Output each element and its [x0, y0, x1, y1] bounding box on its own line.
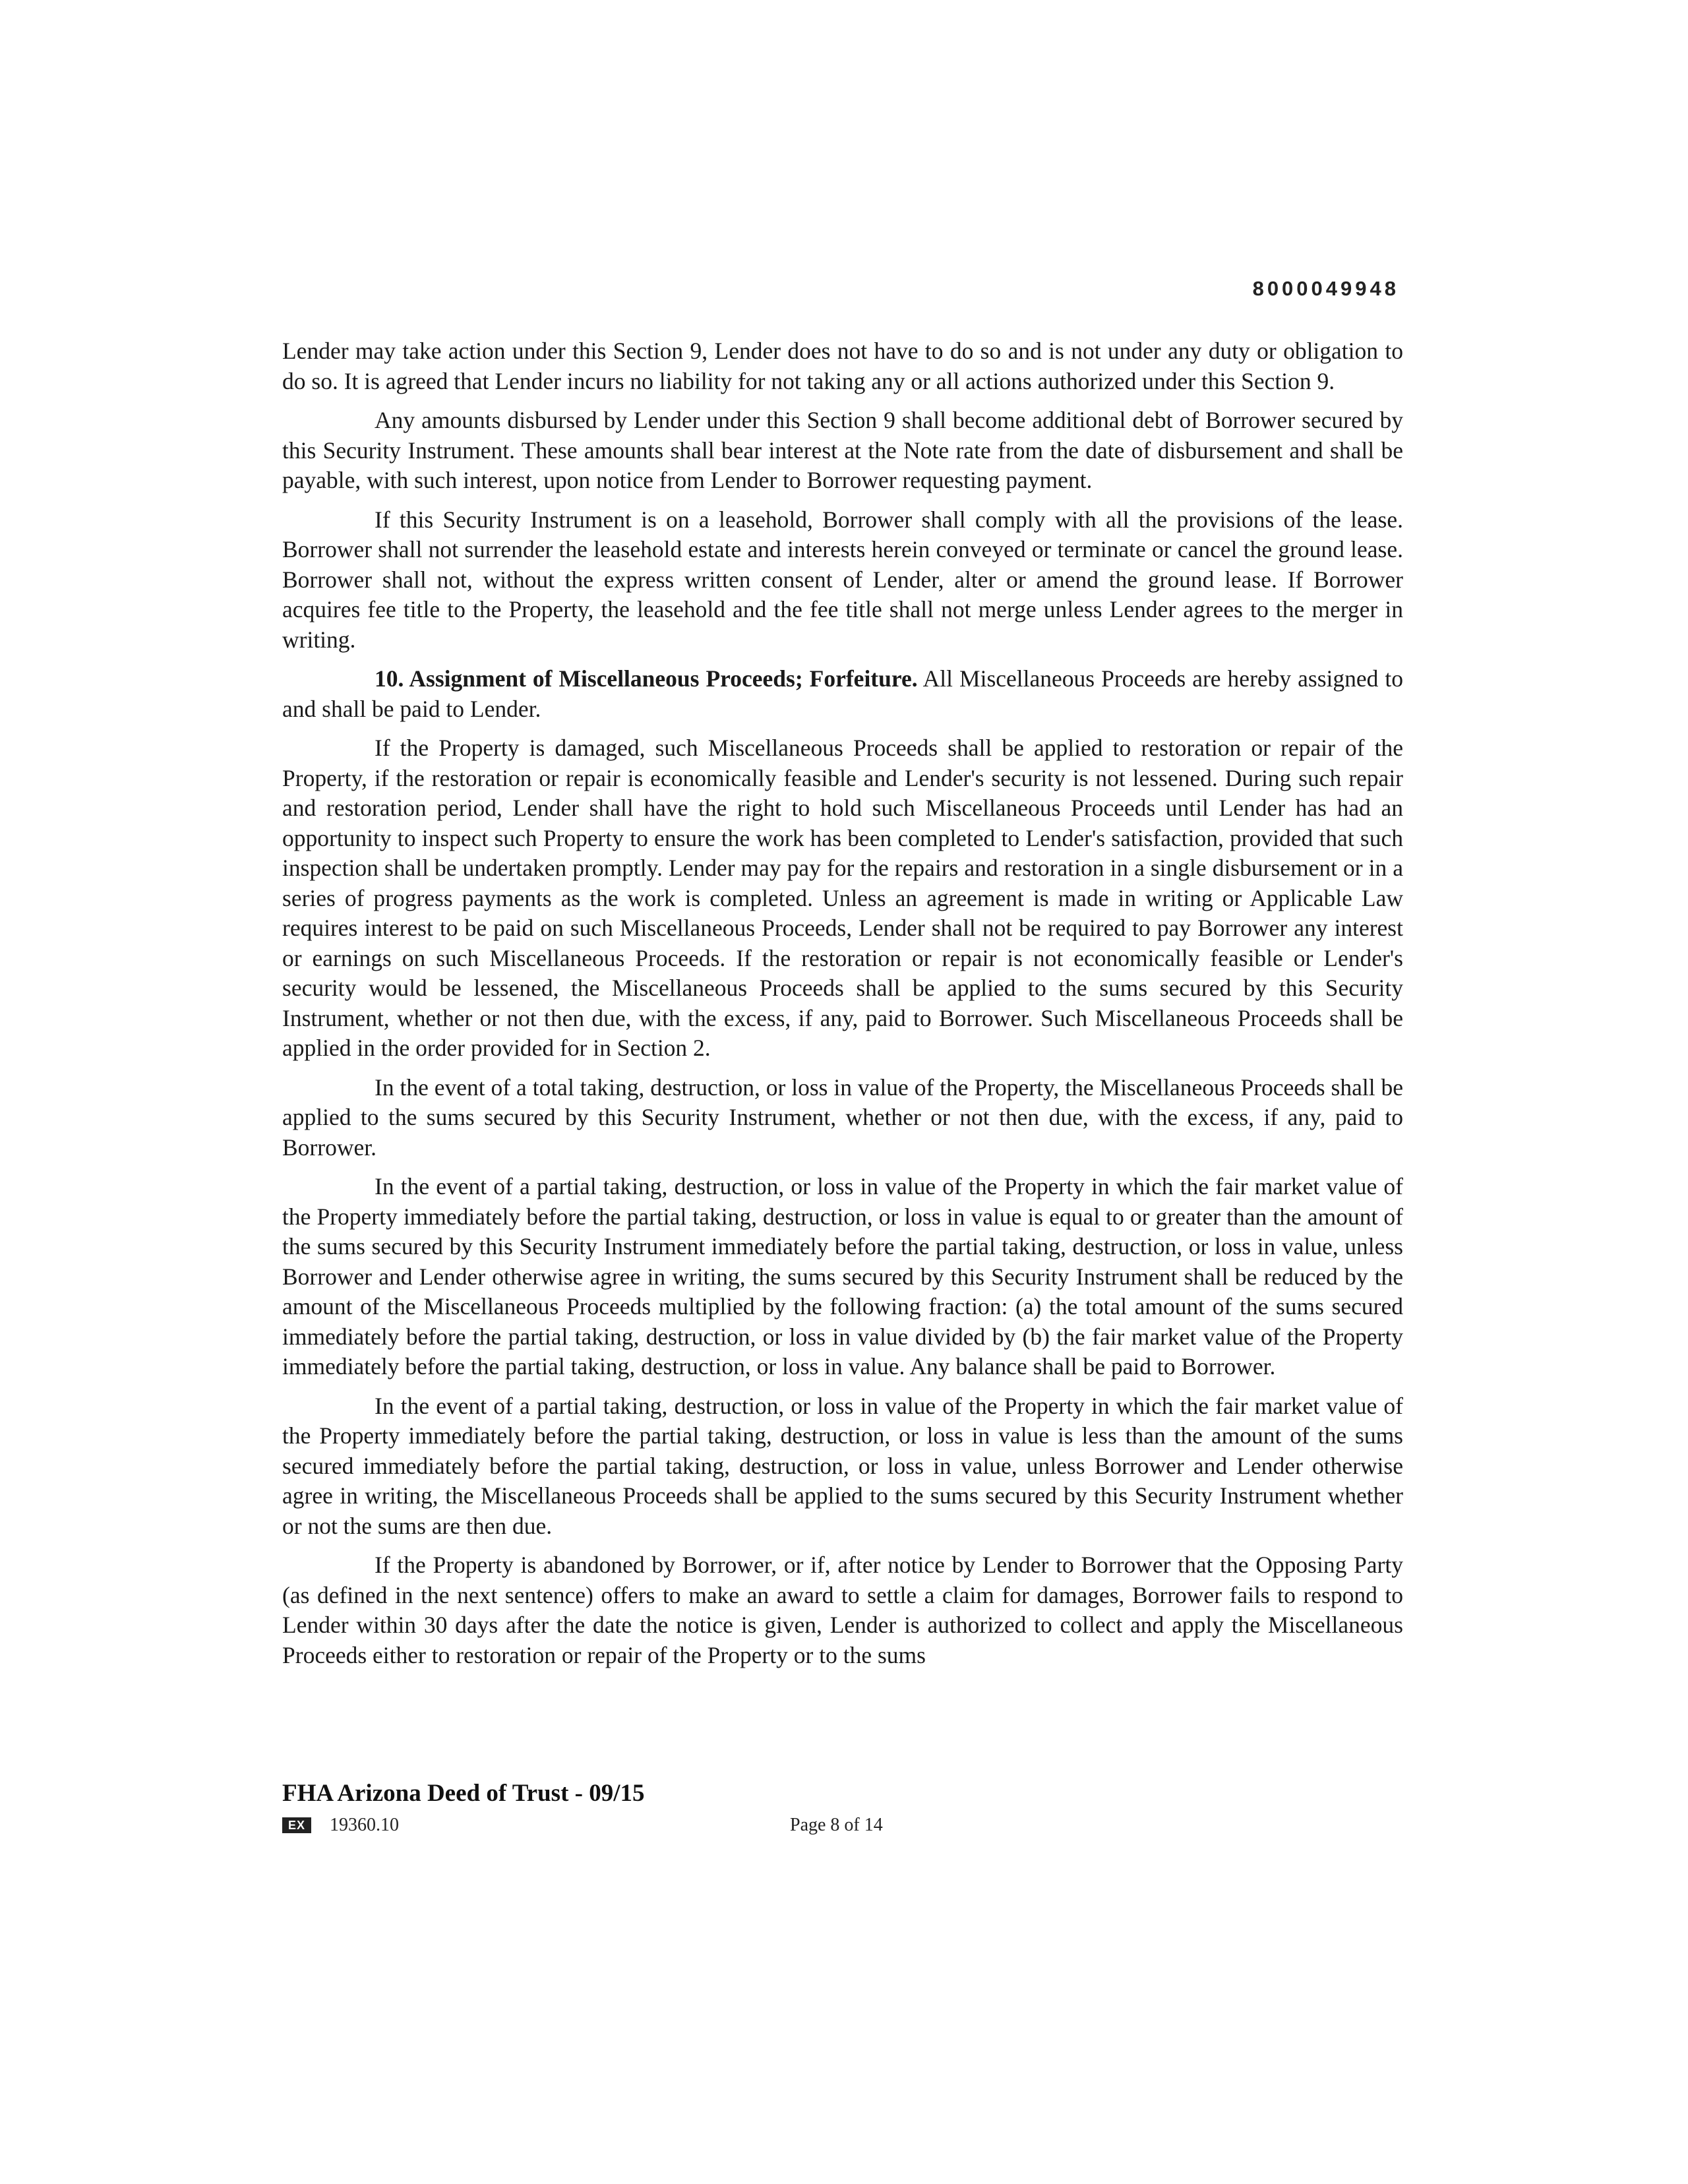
form-title: FHA Arizona Deed of Trust - 09/15: [282, 1780, 645, 1807]
paragraph-property-damaged: If the Property is damaged, such Miscellaneous Proceeds shall be applied to restoration or repair of the Property, if the restoration or repair is economically feasible and Lender's security is not lessened. During such repair and restoration period, Lender shall have the right to hold such Miscellaneous Proceeds until Lender has had an opportunity to inspect such Property to ensure the work has been completed to Lender's satisfaction, provided that such inspection shall be undertaken promptly. Lender may pay for the repairs and restoration in a single disbursement or in a series of progress payments as the work is completed. Unless an agreement is made in writing or Applicable Law requires interest to be paid on such Miscellaneous Proceeds, Lender shall not be required to pay Borrower any interest or earnings on such Miscellaneous Proceeds. If the restoration or repair is not economically feasible or Lender's security would be lessened, the Miscellaneous Proceeds shall be applied to the sums secured by this Security Instrument, whether or not then due, with the excess, if any, paid to Borrower. Such Miscellaneous Proceeds shall be applied in the order provided for in Section 2.: [282, 735, 1403, 1061]
ellie-mae-logo-icon: EX: [282, 1817, 311, 1833]
paragraph-partial-taking-less: In the event of a partial taking, destruction, or loss in value of the Property in which the fair market value of the Property immediately before the partial taking, destruction, or loss in value is less than the amount of the sums secured immediately before the partial taking, destruction, or loss in value, unless Borrower and Lender otherwise agree in writing, the Miscellaneous Proceeds shall be applied to the sums secured by this Security Instrument whether or not the sums are then due.: [282, 1392, 1403, 1539]
document-body: [282, 336, 1403, 1680]
paragraph-leasehold: If this Security Instrument is on a leasehold, Borrower shall comply with all the provisions of the lease. Borrower shall not surrender the leasehold estate and interests herein conveyed or terminate or cancel the ground lease. Borrower shall not, without the express written consent of Lender, alter or amend the ground lease. If Borrower acquires fee title to the Property, the leasehold and the fee title shall not merge unless Lender agrees to the merger in writing.: [282, 506, 1403, 653]
page-number: Page 8 of 14: [790, 1815, 883, 1835]
section-10-text: All Miscellaneous Proceeds are hereby assigned to and shall be paid to Lender.: [282, 665, 1404, 722]
form-footer: [282, 1815, 399, 1836]
paragraph-partial-taking-greater: In the event of a partial taking, destruction, or loss in value of the Property in which the fair market value of the Property immediately before the partial taking, destruction, or loss in value is equal to or greater than the amount of the sums secured by this Security Instrument immediately before the partial taking, destruction, or loss in value, unless Borrower and Lender otherwise agree in writing, the sums secured by this Security Instrument shall be reduced by the amount of the Miscellaneous Proceeds multiplied by the following fraction: (a) the total amount of the sums secured immediately before the partial taking, destruction, or loss in value divided by (b) the fair market value of the Property immediately before the partial taking, destruction, or loss in value. Any balance shall be paid to Borrower.: [282, 1173, 1403, 1380]
paragraph-section-10: [282, 664, 1403, 724]
paragraph-property-abandoned: If the Property is abandoned by Borrower, or if, after notice by Lender to Borrower that the Opposing Party (as defined in the next sentence) offers to make an award to settle a claim for damages, Borrower fails to respond to Lender within 30 days after the date the notice is given, Lender is authorized to collect and apply the Miscellaneous Proceeds either to restoration or repair of the Property or to the sums: [282, 1552, 1403, 1668]
paragraph-section-9-continued: Lender may take action under this Section 9, Lender does not have to do so and is not under any duty or obligation to do so. It is agreed that Lender incurs no liability for not taking any or all actions authorized under this Section 9.: [282, 338, 1403, 394]
section-10-heading: 10. Assignment of Miscellaneous Proceeds; Forfeiture.: [375, 665, 918, 692]
loan-number: 8000049948: [1252, 277, 1399, 300]
paragraph-amounts-disbursed: Any amounts disbursed by Lender under this Section 9 shall become additional debt of Borrower secured by this Security Instrument. These amounts shall bear interest at the Note rate from the date of disbursement and shall be payable, with such interest, upon notice from Lender to Borrower requesting payment.: [282, 407, 1403, 493]
form-number: 19360.10: [330, 1815, 399, 1835]
paragraph-total-taking: In the event of a total taking, destruction, or loss in value of the Property, the Miscellaneous Proceeds shall be applied to the sums secured by this Security Instrument, whether or not then due, with the excess, if any, paid to Borrower.: [282, 1074, 1403, 1161]
